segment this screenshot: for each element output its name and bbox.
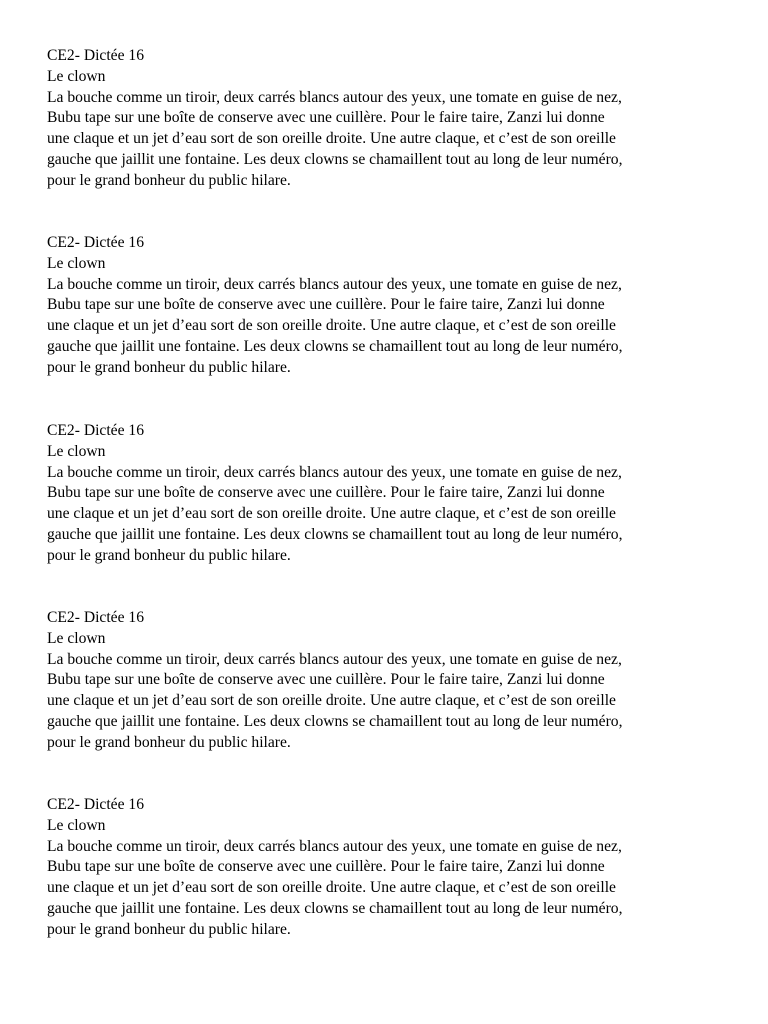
dictation-title: Le clown xyxy=(47,442,106,460)
dictation-text-line: pour le grand bonheur du public hilare. xyxy=(47,546,291,564)
dictation-text-line: La bouche comme un tiroir, deux carrés blancs autour des yeux, une tomate en guise de nez, xyxy=(47,650,622,668)
dictation-title: Le clown xyxy=(47,67,106,85)
dictation-title: Le clown xyxy=(47,629,106,647)
dictation-text-line: une claque et un jet d’eau sort de son oreille droite. Une autre claque, et c’est de son oreille xyxy=(47,317,616,335)
dictation-text-line: Bubu tape sur une boîte de conserve avec une cuillère. Pour le faire taire, Zanzi lui donne xyxy=(47,671,605,689)
dictation-text-line: gauche que jaillit une fontaine. Les deux clowns se chamaillent tout au long de leur numéro, xyxy=(47,525,623,543)
dictation-block xyxy=(47,421,747,567)
dictation-heading: CE2- Dictée 16 xyxy=(47,422,144,439)
dictation-text-line: La bouche comme un tiroir, deux carrés blancs autour des yeux, une tomate en guise de nez, xyxy=(47,88,622,106)
dictation-heading: CE2- Dictée 16 xyxy=(47,796,144,813)
dictation-heading: CE2- Dictée 16 xyxy=(47,47,144,64)
dictation-title: Le clown xyxy=(47,816,106,834)
dictation-block xyxy=(47,795,747,941)
dictation-text-line: une claque et un jet d’eau sort de son oreille droite. Une autre claque, et c’est de son oreille xyxy=(47,879,616,897)
dictation-text-line: une claque et un jet d’eau sort de son oreille droite. Une autre claque, et c’est de son oreille xyxy=(47,692,616,710)
dictation-text-line: gauche que jaillit une fontaine. Les deux clowns se chamaillent tout au long de leur numéro, xyxy=(47,899,623,917)
dictation-text-line: pour le grand bonheur du public hilare. xyxy=(47,920,291,938)
dictation-text-line: La bouche comme un tiroir, deux carrés blancs autour des yeux, une tomate en guise de nez, xyxy=(47,275,622,293)
dictation-text-line: La bouche comme un tiroir, deux carrés blancs autour des yeux, une tomate en guise de nez, xyxy=(47,837,622,855)
dictation-text-line: Bubu tape sur une boîte de conserve avec une cuillère. Pour le faire taire, Zanzi lui donne xyxy=(47,109,605,127)
dictation-block xyxy=(47,233,747,379)
dictation-text-line: gauche que jaillit une fontaine. Les deux clowns se chamaillent tout au long de leur numéro, xyxy=(47,337,623,355)
dictation-text-line: La bouche comme un tiroir, deux carrés blancs autour des yeux, une tomate en guise de nez, xyxy=(47,463,622,481)
dictation-text-line: une claque et un jet d’eau sort de son oreille droite. Une autre claque, et c’est de son oreille xyxy=(47,505,616,523)
dictation-text-line: pour le grand bonheur du public hilare. xyxy=(47,733,291,751)
dictation-text-line: Bubu tape sur une boîte de conserve avec une cuillère. Pour le faire taire, Zanzi lui donne xyxy=(47,858,605,876)
dictation-title: Le clown xyxy=(47,254,106,272)
dictation-heading: CE2- Dictée 16 xyxy=(47,609,144,626)
dictation-text-line: une claque et un jet d’eau sort de son oreille droite. Une autre claque, et c’est de son oreille xyxy=(47,130,616,148)
dictation-heading: CE2- Dictée 16 xyxy=(47,234,144,251)
dictation-text-line: pour le grand bonheur du public hilare. xyxy=(47,171,291,189)
dictation-text-line: Bubu tape sur une boîte de conserve avec une cuillère. Pour le faire taire, Zanzi lui donne xyxy=(47,484,605,502)
dictation-text-line: Bubu tape sur une boîte de conserve avec une cuillère. Pour le faire taire, Zanzi lui donne xyxy=(47,296,605,314)
dictation-block xyxy=(47,608,747,754)
dictation-text-line: gauche que jaillit une fontaine. Les deux clowns se chamaillent tout au long de leur numéro, xyxy=(47,150,623,168)
dictation-text-line: gauche que jaillit une fontaine. Les deux clowns se chamaillent tout au long de leur numéro, xyxy=(47,712,623,730)
dictation-text-line: pour le grand bonheur du public hilare. xyxy=(47,358,291,376)
dictation-block xyxy=(47,46,747,192)
